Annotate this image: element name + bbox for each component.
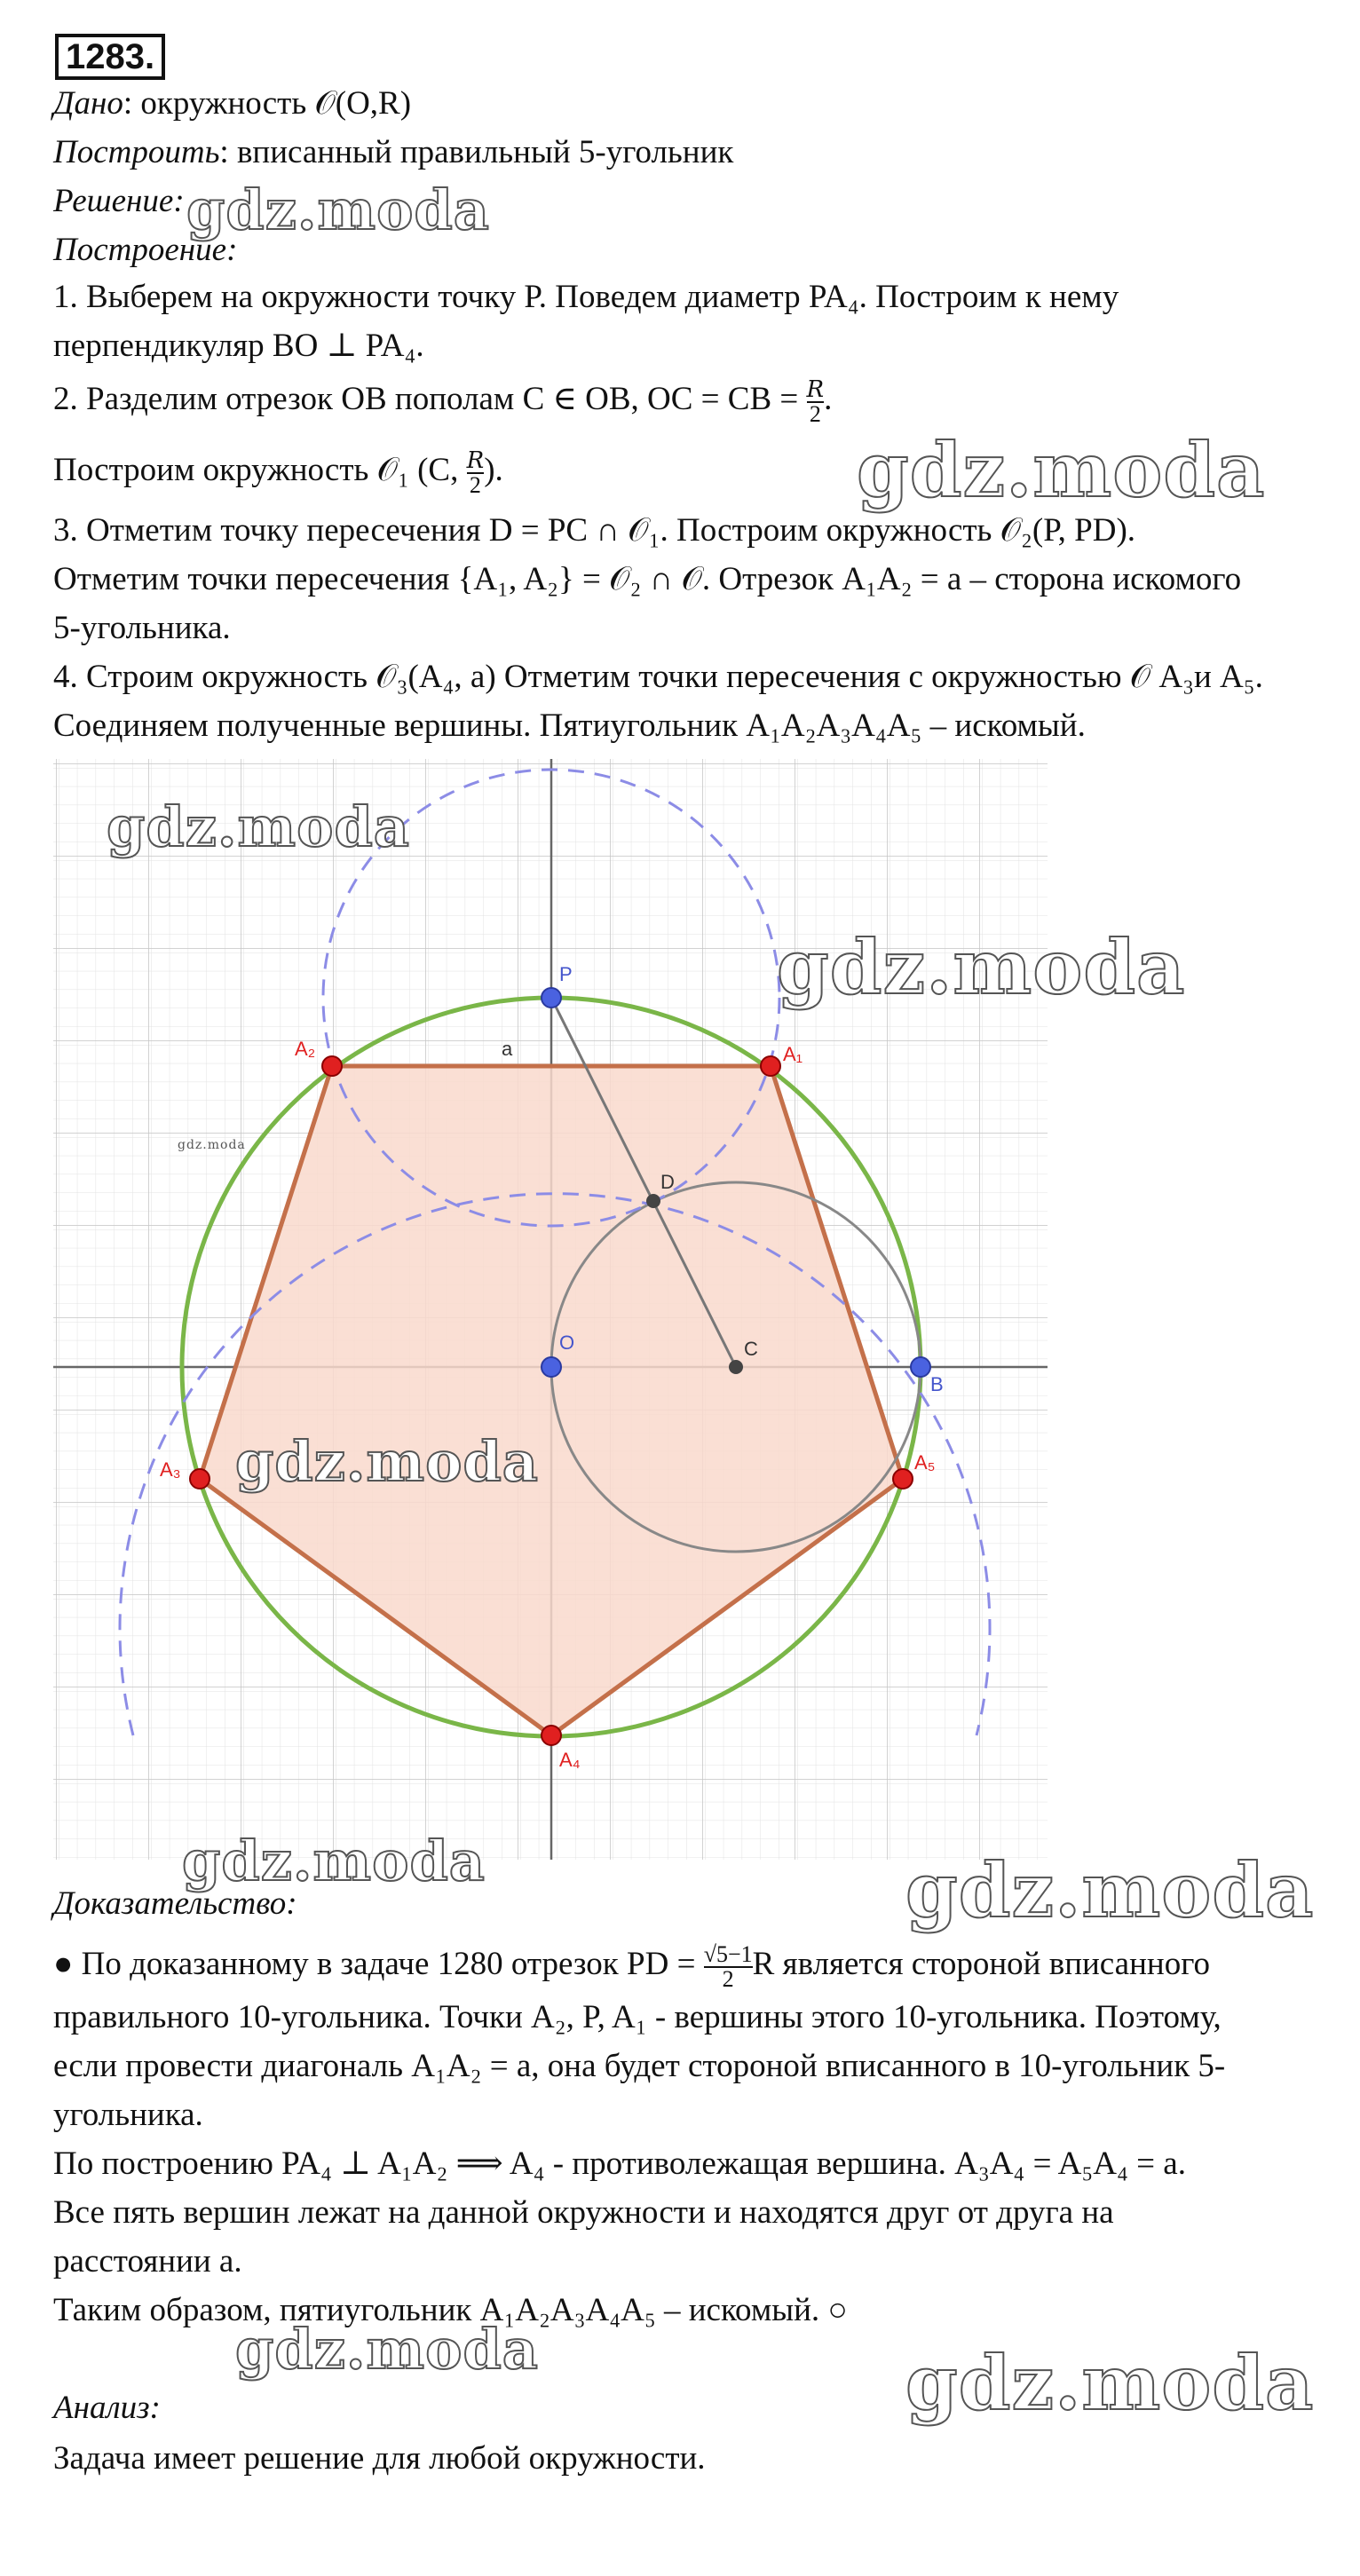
step-1b: перпендикуляр BO ⊥ PA₄.: [53, 328, 424, 364]
proof-fraction: $\frac{√5-1}{2}$: [703, 1940, 753, 1992]
watermark: gdz.moda: [857, 426, 1266, 514]
watermark: gdz.moda: [777, 923, 1186, 1011]
point-P: [542, 988, 561, 1007]
solution-label: Решение:: [53, 183, 185, 219]
proof-1c: если провести диагональ A₁A₂ = a, она будет стороной вписанного в 10-угольник 5-: [53, 2048, 1226, 2084]
build-text: : вписанный правильный 5-угольник: [219, 134, 734, 170]
label-B: B: [930, 1373, 944, 1395]
step-3c: 5-угольника.: [53, 610, 231, 646]
point-A5: [893, 1469, 913, 1489]
point-A2: [322, 1056, 342, 1076]
label-D: D: [660, 1171, 675, 1193]
analysis-label: Анализ:: [53, 2390, 161, 2426]
proof-3a: Все пять вершин лежат на данной окружности и находятся друг от друга на: [53, 2194, 1114, 2231]
step-2a: 2. Разделим отрезок OB пополам C ∈ OB, OC = CB = $\frac{R}{2}$ .: [53, 375, 833, 427]
point-A1: [761, 1056, 780, 1076]
label-O: O: [559, 1331, 575, 1354]
given-text: : окружность 𝒪(O,R): [123, 85, 412, 122]
step-2b-fraction: $\frac{R}{2}$: [466, 446, 485, 498]
point-O: [542, 1357, 561, 1377]
step-4a: 4. Строим окружность 𝒪₃(A₄, a) Отметим точки пересечения с окружностью 𝒪 A₃и A₅.: [53, 659, 1263, 695]
watermark: gdz.moda: [178, 1138, 246, 1152]
label-C: C: [744, 1338, 758, 1360]
watermark: gdz.moda: [905, 1846, 1315, 1934]
problem-number: 1283.: [55, 34, 165, 80]
watermark: gdz.moda: [182, 1829, 486, 1893]
step-2a-fraction: $\frac{R}{2}$: [806, 375, 825, 427]
label-A2: A₂: [295, 1038, 316, 1060]
proof-1b: правильного 10-угольника. Точки A₂, P, A₁ - вершины этого 10-угольника. Поэтому,: [53, 1999, 1222, 2035]
watermark: gdz.moda: [905, 2339, 1315, 2427]
point-A3: [190, 1469, 210, 1489]
step-3a: 3. Отметим точку пересечения D = PC ∩ 𝒪₁. Построим окружность 𝒪₂(P, PD).: [53, 512, 1136, 549]
step-2a-text: 2. Разделим отрезок OB пополам C ∈ OB, OC = CB =: [53, 381, 807, 417]
build-label: Построить: [53, 134, 220, 170]
given-label: Дано: [53, 85, 123, 122]
point-B: [911, 1357, 930, 1377]
construction-label: Построение:: [53, 232, 238, 268]
proof-4: Таким образом, пятиугольник A₁A₂A₃A₄A₅ – искомый. ○: [53, 2292, 848, 2328]
proof-3b: расстоянии a.: [53, 2243, 242, 2280]
label-A4: A₄: [559, 1749, 581, 1771]
point-D: [646, 1194, 660, 1208]
watermark: gdz.moda: [235, 2317, 539, 2382]
label-A5: A₅: [914, 1451, 936, 1474]
proof-1d: угольника.: [53, 2097, 203, 2133]
label-P: P: [559, 963, 573, 985]
step-2b-text: Построим окружность 𝒪₁ (C,: [53, 452, 467, 488]
label-A3: A₃: [160, 1458, 181, 1481]
step-4b: Соединяем полученные вершины. Пятиугольник A₁A₂A₃A₄A₅ – искомый.: [53, 707, 1086, 744]
label-a: a: [502, 1038, 513, 1060]
watermark: gdz.moda: [107, 794, 410, 859]
label-A1: A₁: [783, 1043, 803, 1065]
build-line: [53, 130, 733, 175]
step-1a: 1. Выберем на окружности точку P. Поведем диаметр PA₄. Построим к нему: [53, 279, 1119, 315]
analysis-text: Задача имеет решение для любой окружности.: [53, 2440, 706, 2477]
watermark: gdz.moda: [186, 178, 490, 242]
point-C: [729, 1360, 743, 1374]
step-3b: Отметим точки пересечения {A₁, A₂} = 𝒪₂ ∩ 𝒪. Отрезок A₁A₂ = a – сторона искомого: [53, 561, 1242, 597]
step-2b: Построим окружность 𝒪₁ (C, $\frac{R}{2}$ ).: [53, 446, 503, 498]
point-A4: [542, 1726, 561, 1745]
proof-1a: ● По доказанному в задаче 1280 отрезок PD = $\frac{√5-1}{2}$ R является стороной вписанного: [53, 1940, 1210, 1992]
given-line: [53, 82, 411, 126]
proof-2: По построению PA₄ ⊥ A₁A₂ ⟹ A₄ - противолежащая вершина. A₃A₄ = A₅A₄ = a.: [53, 2145, 1186, 2182]
watermark: gdz.moda: [235, 1429, 539, 1494]
proof-label: Доказательство:: [53, 1885, 297, 1922]
